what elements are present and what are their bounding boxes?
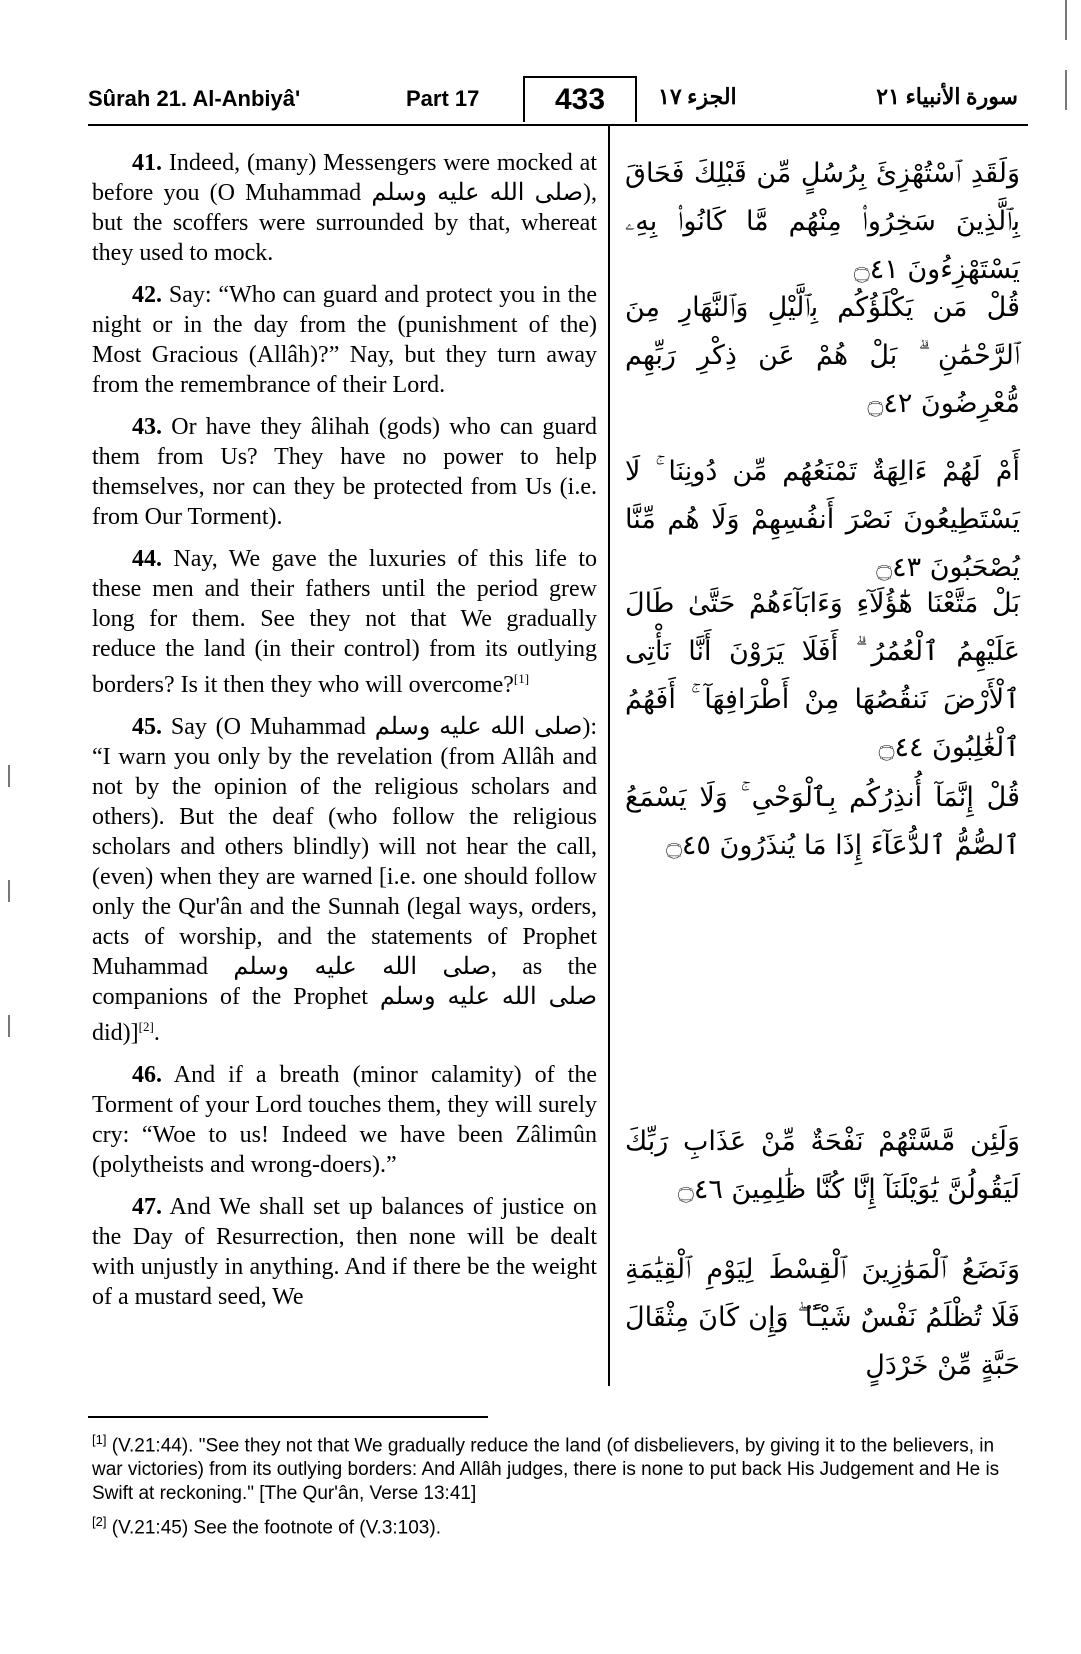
verse-text: And if a breath (minor calamity) of the Torment of your Lord touches them, they will surely cry: “Woe to us! Indeed we have been Zâlimûn (polytheists and wrong-doers).” <box>92 1062 597 1178</box>
verse-44-en <box>92 544 597 700</box>
verse-43-en <box>92 412 597 532</box>
verse-text: Or have they âlihah (gods) who can guard them from Us? They have no power to help themselves, nor can they be protected from Us (i.e. from Our Torment). <box>92 414 598 530</box>
surah-title-en: Sûrah 21. Al-Anbiyâ' <box>88 86 301 111</box>
verse-text: Say: “Who can guard and protect you in the night or in the day from the (punishment of the) Most Gracious (Allâh)?” Nay, but they turn away from the remembrance of their Lord. <box>92 282 598 398</box>
scan-edge-mark <box>8 1015 10 1037</box>
verse-42-ar: قُلْ مَن يَكْلَؤُكُم بِٱلَّيْلِ وَٱلنَّهَارِ مِنَ ٱلرَّحْمَٰنِ ۗ بَلْ هُمْ عَن ذِكْرِ رَبِّهِم مُّعْرِضُونَ ۝٤٢ <box>625 292 1020 419</box>
verse-text: Indeed, (many) Messengers were mocked at before you (O Muhammad صلى الله عليه وسلم), but the scoffers were surrounded by that, whereat they used to mock. <box>92 150 597 266</box>
footnotes <box>92 1428 1022 1545</box>
verse-number: 41. <box>132 150 162 176</box>
surah-title-ar: سورة الأنبياء ٢١ <box>876 84 1018 109</box>
verse-41-en <box>92 148 597 268</box>
part-label-en: Part 17 <box>406 86 480 111</box>
footnote-2 <box>92 1510 1022 1540</box>
verse-number: 45. <box>132 714 162 740</box>
verse-text: Say (O Muhammad صلى الله عليه وسلم): “I warn you only by the revelation (from Allâh and not by the opinion of the religious scholars and others). But the deaf (who follow the religious scholars and others blindly) will not hear the call, (even) when they are warned [i.e. one should follow only the Qur'ân and the Sunnah (legal ways, orders, acts of worship, and the statements of Prophet Muhammad صلى الله عليه وسلم, as the companions of the Prophet صلى الله عليه وسلم did)] <box>92 714 598 1046</box>
verse-number: 44. <box>132 546 162 572</box>
footnote-text: (V.21:44). "See they not that We gradually reduce the land (of disbelievers, by giving it to the believers, in war victories) from its outlying borders: And Allâh judges, there is none to put back His Judgement and He is Swift at reckoning." [The Qur'ân, Verse 13:41] <box>92 1435 1000 1505</box>
header-rule <box>88 124 1028 126</box>
verse-number: 46. <box>132 1062 162 1088</box>
footnote-mark: [2] <box>92 1514 107 1530</box>
scan-edge-mark <box>8 880 10 902</box>
verse-tail: . <box>153 1020 160 1046</box>
verse-text: And We shall set up balances of justice on the Day of Resurrection, then none will be dealt with unjustly in anything. And if there be the weight of a mustard seed, We <box>92 1194 597 1310</box>
verse-47-en <box>92 1192 597 1312</box>
verse-number: 47. <box>132 1194 162 1220</box>
footnote-rule <box>88 1416 488 1418</box>
verse-number: 42. <box>132 282 162 308</box>
footnote-ref: [1] <box>513 671 530 686</box>
footnote-mark: [1] <box>92 1432 107 1447</box>
column-divider <box>608 124 610 1386</box>
footnote-ref: [2] <box>138 1019 154 1034</box>
page-number: 433 <box>523 76 637 122</box>
page-header <box>88 72 1028 124</box>
verse-45-ar: قُلْ إِنَّمَآ أُنذِرُكُم بِٱلْوَحْىِ ۚ وَلَا يَسْمَعُ ٱلصُّمُّ ٱلدُّعَآءَ إِذَا مَا يُنذَرُونَ ۝٤٥ <box>625 782 1020 861</box>
verse-47-ar: وَنَضَعُ ٱلْمَوَٰزِينَ ٱلْقِسْطَ لِيَوْمِ ٱلْقِيَٰمَةِ فَلَا تُظْلَمُ نَفْسٌ شَيْـًٔا ۖ وَإِن كَانَ مِثْقَالَ حَبَّةٍ مِّنْ خَرْدَلٍ <box>625 1254 1020 1381</box>
verse-41-ar: وَلَقَدِ ٱسْتُهْزِئَ بِرُسُلٍ مِّن قَبْلِكَ فَحَاقَ بِٱلَّذِينَ سَخِرُوا۟ مِنْهُم مَّا كَانُوا۟ بِهِۦ يَسْتَهْزِءُونَ ۝٤١ <box>625 158 1020 285</box>
verse-46-ar: وَلَئِن مَّسَّتْهُمْ نَفْحَةٌ مِّنْ عَذَابِ رَبِّكَ لَيَقُولُنَّ يَٰوَيْلَنَآ إِنَّا كُنَّا ظَٰلِمِينَ ۝٤٦ <box>625 1126 1020 1205</box>
english-column <box>92 148 597 1324</box>
scan-edge-mark <box>1065 0 1067 40</box>
footnote-1 <box>92 1428 1022 1506</box>
footnote-text: (V.21:45) See the footnote of (V.3:103). <box>111 1517 441 1539</box>
verse-text: Nay, We gave the luxuries of this life to these men and their fathers until the period grew long for them. See they not that We gradually reduce the land (in their control) from its outlying borders? Is it then they who will overcome? <box>92 546 597 698</box>
verse-42-en <box>92 280 597 400</box>
verse-number: 43. <box>132 414 162 440</box>
juz-label-ar: الجزء ١٧ <box>658 84 737 109</box>
verse-43-ar: أَمْ لَهُمْ ءَالِهَةٌ تَمْنَعُهُم مِّن دُونِنَا ۚ لَا يَسْتَطِيعُونَ نَصْرَ أَنفُسِهِمْ وَلَا هُم مِّنَّا يُصْحَبُونَ ۝٤٣ <box>625 456 1020 583</box>
verse-46-en <box>92 1060 597 1180</box>
scan-edge-mark <box>8 765 10 787</box>
verse-45-en <box>92 712 597 1048</box>
scan-edge-mark <box>1065 70 1067 110</box>
verse-44-ar: بَلْ مَتَّعْنَا هَٰٓؤُلَآءِ وَءَابَآءَهُمْ حَتَّىٰ طَالَ عَلَيْهِمُ ٱلْعُمُرُ ۗ أَفَلَا يَرَوْنَ أَنَّا نَأْتِى ٱلْأَرْضَ نَنقُصُهَا مِنْ أَطْرَافِهَآ ۚ أَفَهُمُ ٱلْغَٰلِبُونَ ۝٤٤ <box>625 588 1020 763</box>
